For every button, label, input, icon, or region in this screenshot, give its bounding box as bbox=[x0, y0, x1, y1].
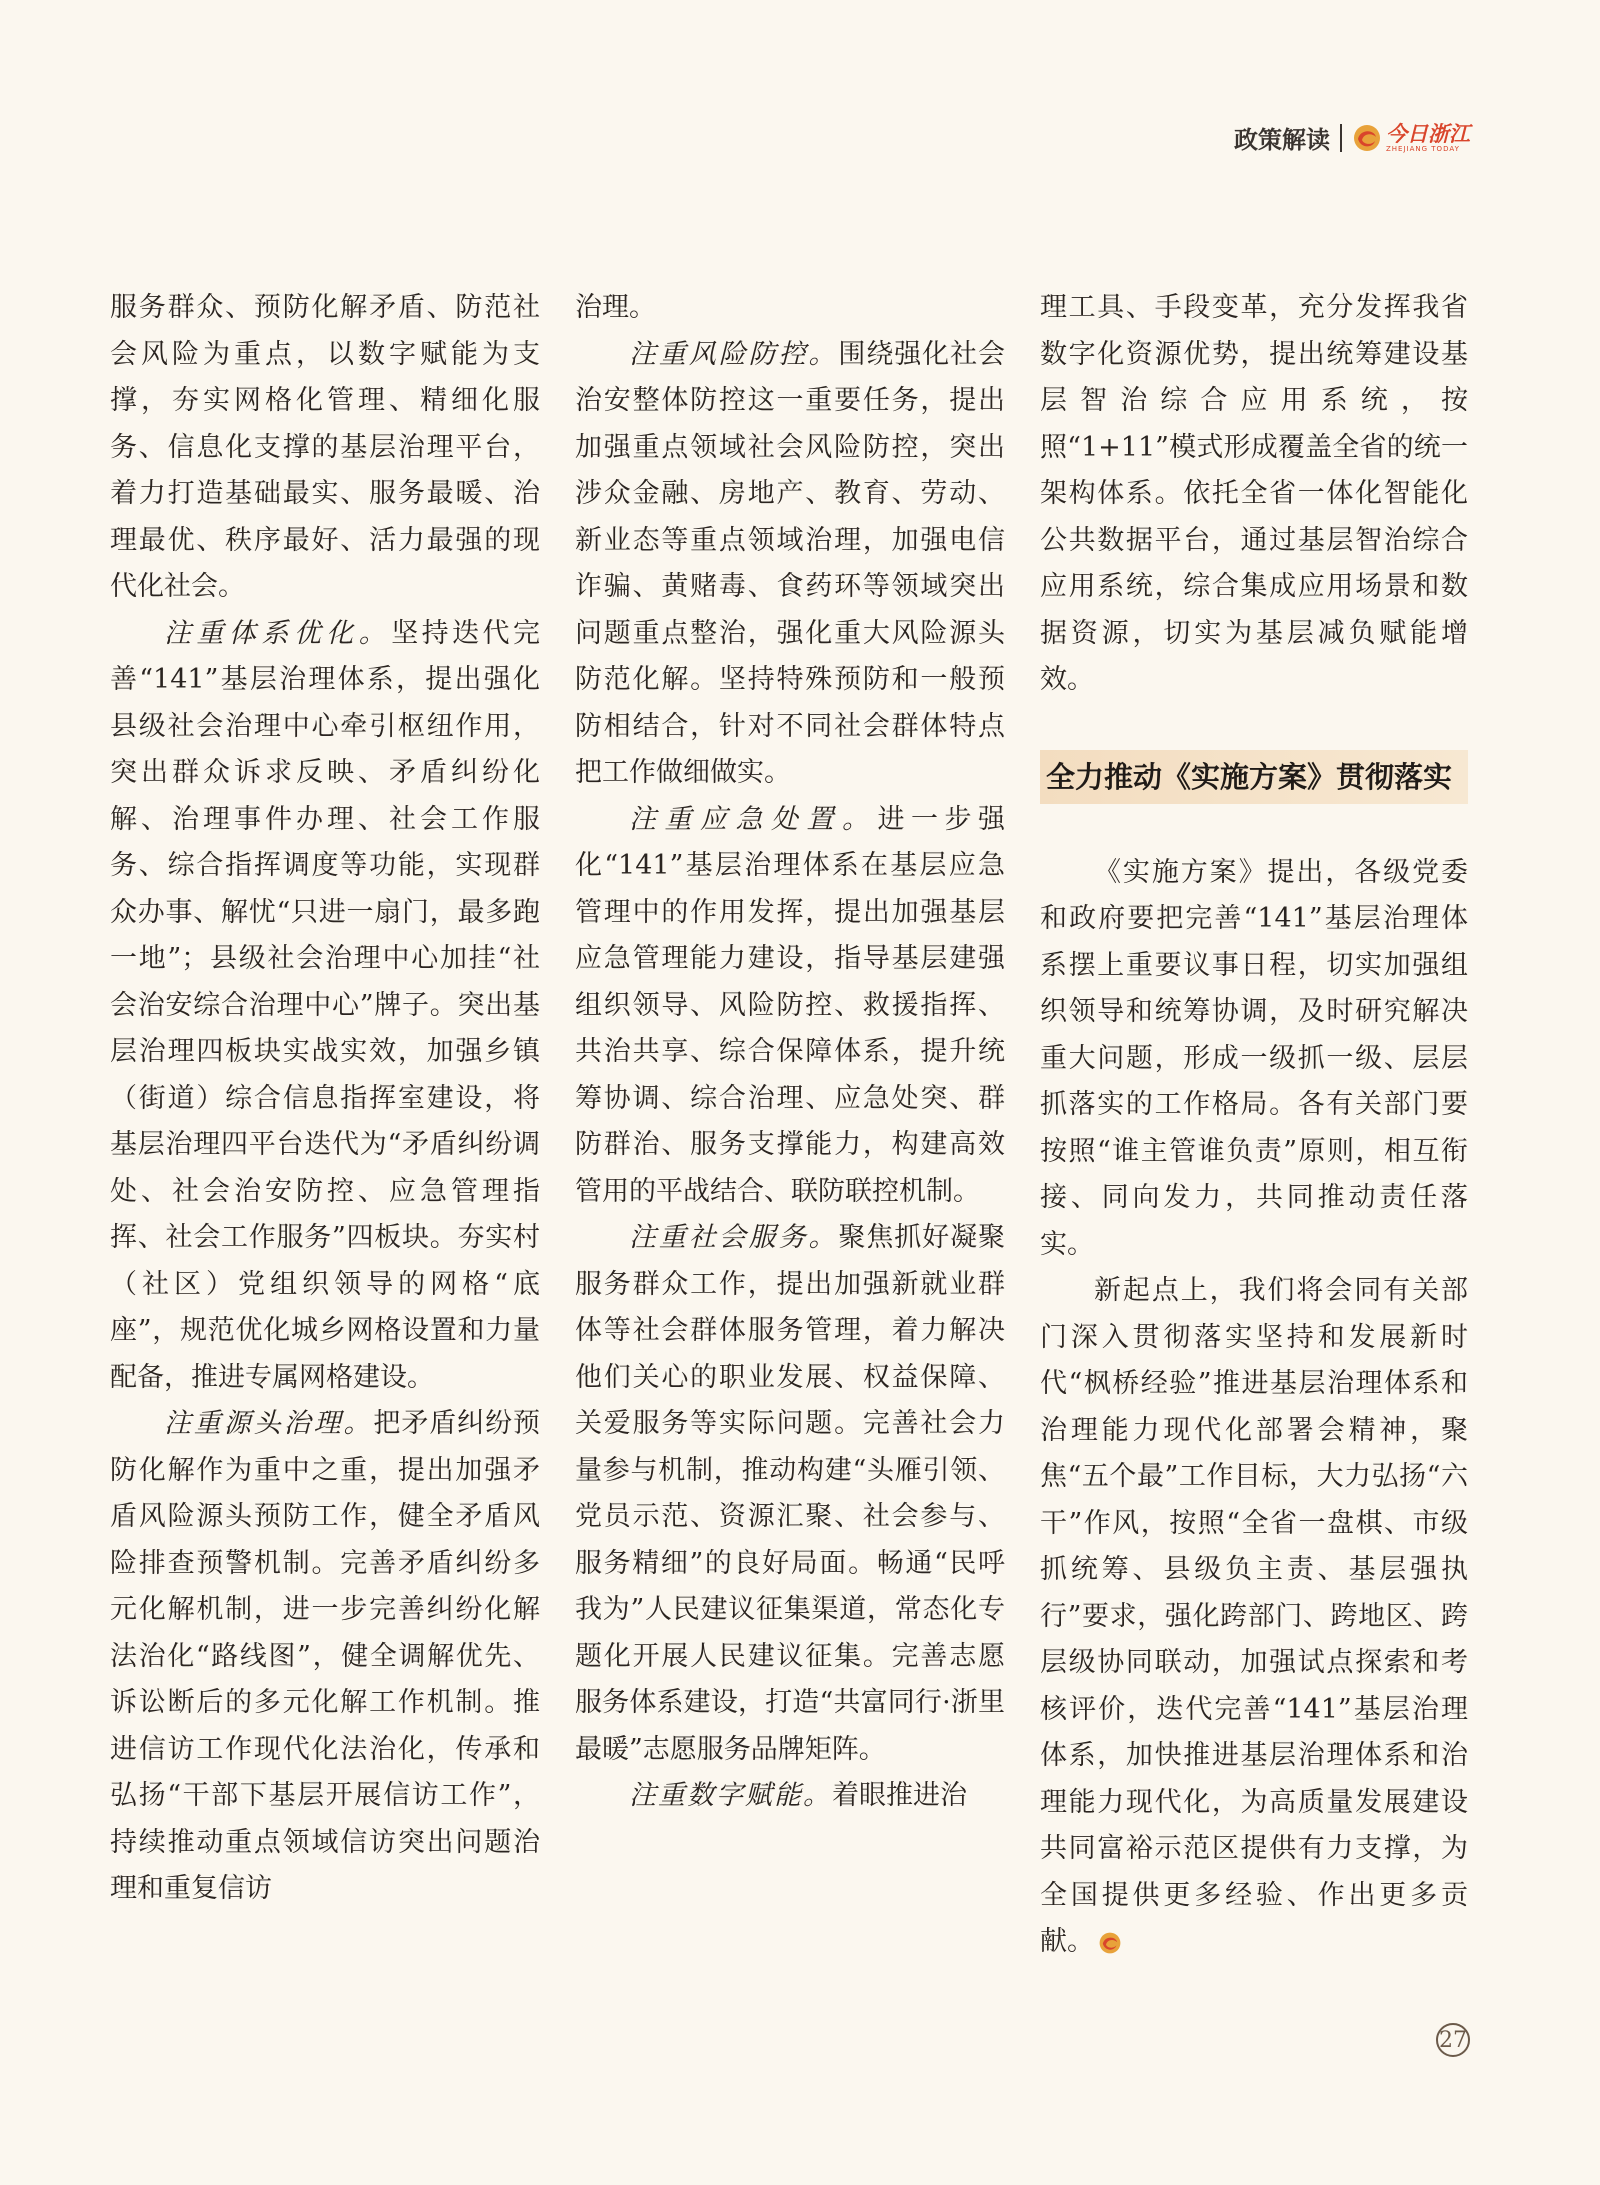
paragraph-lead: 注重社会服务。 bbox=[629, 1222, 839, 1253]
paragraph bbox=[575, 1773, 1005, 1820]
paragraph bbox=[110, 1401, 540, 1913]
paragraph-lead: 注重源头治理。 bbox=[164, 1408, 374, 1439]
page-number: 27 bbox=[1436, 2023, 1470, 2057]
paragraph: 治理。 bbox=[575, 292, 656, 323]
paragraph-lead: 注重风险防控。 bbox=[629, 338, 839, 370]
paragraph-body: 新起点上，我们将会同有关部门深入贯彻落实坚持和发展新时代“枫桥经验”推进基层治理体系和治理能力现代化部署会精神，聚焦“五个最”工作目标，大力弘扬“六干”作风，按照“全省一盘棋、市级抓统筹、县级负主责、基层强执行”要求，强化跨部门、跨地区、跨层级协同联动，加强试点探索和考核评价，迭代完善“141”基层治理体系，加快推进基层治理体系和治理能力现代化，为高质量发展建设共同富裕示范区提供有力支撑，为全国提供更多经验、作出更多贡献。 bbox=[1040, 1275, 1468, 1957]
section-name: 政策解读 bbox=[1234, 126, 1330, 154]
column-3 bbox=[1040, 285, 1468, 1966]
logo-title: 今日浙江 bbox=[1386, 120, 1470, 146]
paragraph-lead: 注重体系优化。 bbox=[164, 617, 392, 649]
paragraph bbox=[575, 1215, 1005, 1773]
logo-swirl-icon bbox=[1352, 123, 1382, 153]
section-heading: 全力推动《实施方案》贯彻落实 bbox=[1040, 750, 1468, 804]
paragraph: 理工具、手段变革，充分发挥我省数字化资源优势，提出统筹建设基层智治综合应用系统，按照“1+11”模式形成覆盖全省的统一架构体系。依托全省一体化智能化公共数据平台，通过基层智治综合应用系统，综合集成应用场景和数据资源，切实为基层减负赋能增效。 bbox=[1040, 292, 1468, 695]
logo-subtitle: ZHEJIANG TODAY bbox=[1386, 144, 1460, 153]
paragraph-body: 着眼推进治 bbox=[832, 1780, 967, 1811]
paragraph-body: 围绕强化社会治安整体防控这一重要任务，提出加强重点领域社会风险防控，突出涉众金融、房地产、教育、劳动、新业态等重点领域治理，加强电信诈骗、黄赌毒、食药环等领域突出问题重点整治，强化重大风险源头防范化解。坚持特殊预防和一般预防相结合，针对不同社会群体特点把工作做细做实。 bbox=[575, 338, 1006, 788]
paragraph-lead: 注重应急处置。 bbox=[629, 803, 878, 835]
paragraph-lead: 注重数字赋能。 bbox=[629, 1780, 832, 1811]
paragraph bbox=[575, 332, 1005, 797]
magazine-logo bbox=[1352, 120, 1470, 153]
header-divider bbox=[1340, 124, 1342, 152]
paragraph bbox=[575, 797, 1005, 1216]
page-header bbox=[1234, 120, 1470, 155]
paragraph: 服务群众、预防化解矛盾、防范社会风险为重点，以数字赋能为支撑，夯实网格化管理、精细化服务、信息化支撑的基层治理平台，着力打造基础最实、服务最暖、治理最优、秩序最好、活力最强的现代化社会。 bbox=[110, 292, 540, 602]
paragraph-body: 坚持迭代完善“141”基层治理体系，提出强化县级社会治理中心牵引枢纽作用，突出群众诉求反映、矛盾纠纷化解、治理事件办理、社会工作服务、综合指挥调度等功能，实现群众办事、解忧“只进一扇门，最多跑一地”；县级社会治理中心加挂“社会治安综合治理中心”牌子。突出基层治理四板块实战实效，加强乡镇（街道）综合信息指挥室建设，将基层治理四平台迭代为“矛盾纠纷调处、社会治安防控、应急管理指挥、社会工作服务”四板块。夯实村（社区）党组织领导的网格“底座”，规范优化城乡网格设置和力量配备，推进专属网格建设。 bbox=[110, 617, 541, 1393]
paragraph bbox=[1040, 1268, 1468, 1966]
paragraph bbox=[110, 611, 540, 1402]
paragraph-body: 聚焦抓好凝聚服务群众工作，提出加强新就业群体等社会群体服务管理，着力解决他们关心的职业发展、权益保障、关爱服务等实际问题。完善社会力量参与机制，推动构建“头雁引领、党员示范、资源汇聚、社会参与、服务精细”的良好局面。畅通“民呼我为”人民建议征集渠道，常态化专题化开展人民建议征集。完善志愿服务体系建设，打造“共富同行·浙里最暖”志愿服务品牌矩阵。 bbox=[575, 1222, 1006, 1765]
paragraph: 《实施方案》提出，各级党委和政府要把完善“141”基层治理体系摆上重要议事日程，切实加强组织领导和统筹协调，及时研究解决重大问题，形成一级抓一级、层层抓落实的工作格局。各有关部门要按照“谁主管谁负责”原则，相互衔接、同向发力，共同推动责任落实。 bbox=[1040, 856, 1468, 1260]
paragraph-body: 进一步强化“141”基层治理体系在基层应急管理中的作用发挥，提出加强基层应急管理能力建设，指导基层建强组织领导、风险防控、救援指挥、共治共享、综合保障体系，提升统筹协调、综合治理、应急处突、群防群治、服务支撑能力，构建高效管用的平战结合、联防联控机制。 bbox=[575, 803, 1005, 1207]
paragraph-body: 把矛盾纠纷预防化解作为重中之重，提出加强矛盾风险源头预防工作，健全矛盾风险排查预警机制。完善矛盾纠纷多元化解机制，进一步完善纠纷化解法治化“路线图”，健全调解优先、诉讼断后的多元化解工作机制。推进信访工作现代化法治化，传承和弘扬“干部下基层开展信访工作”，持续推动重点领域信访突出问题治理和重复信访 bbox=[110, 1408, 541, 1904]
column-1 bbox=[110, 285, 540, 1913]
column-2 bbox=[575, 285, 1005, 1820]
end-mark-icon bbox=[1098, 1931, 1122, 1955]
